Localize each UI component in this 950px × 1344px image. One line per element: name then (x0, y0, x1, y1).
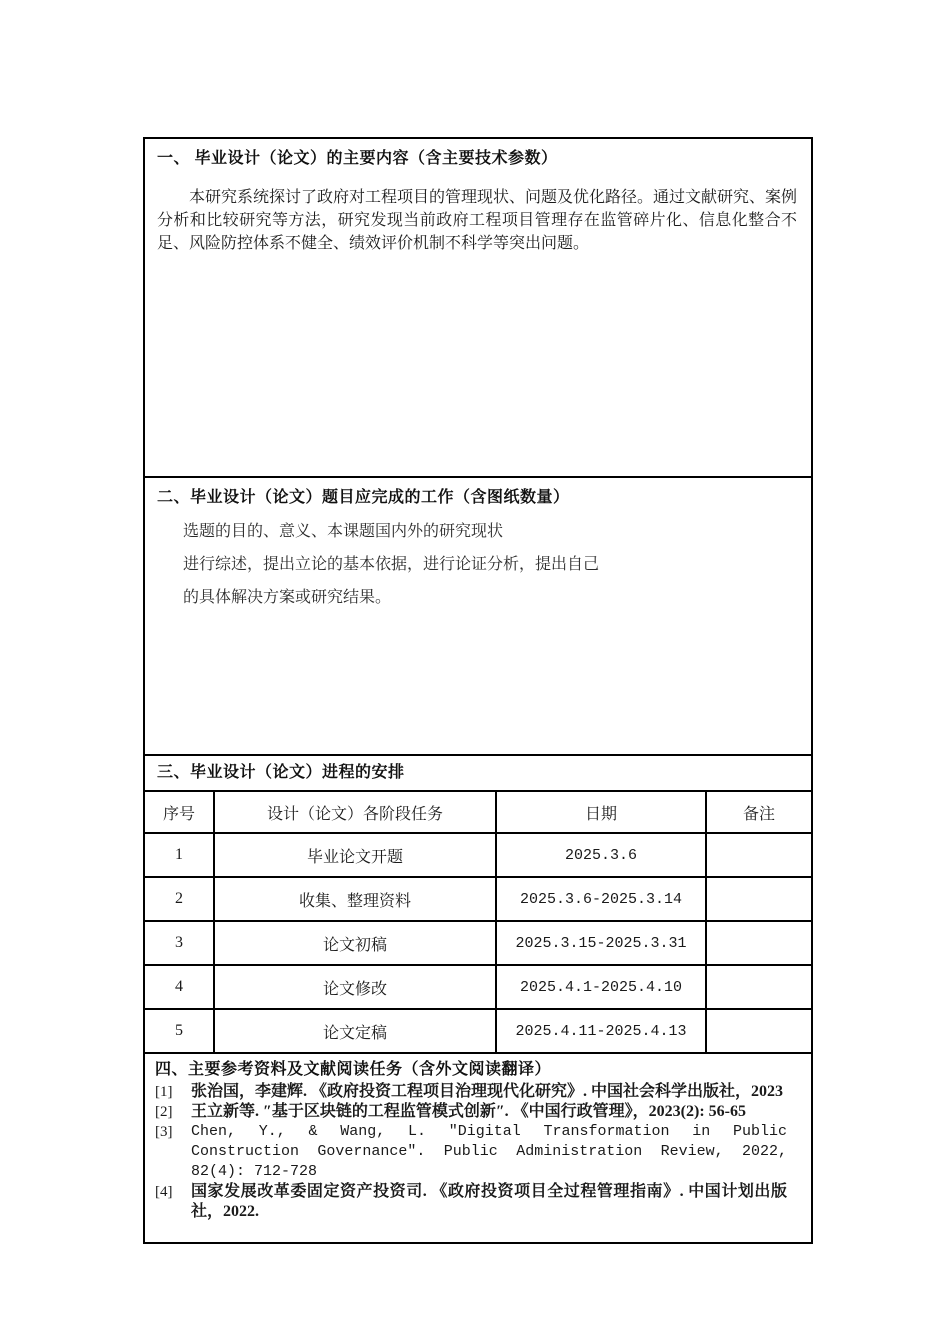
references-list (145, 1080, 811, 1222)
schedule-cell: 2025.4.11-2025.4.13 (496, 1009, 706, 1053)
schedule-table-body (144, 833, 812, 1053)
schedule-header-task: 设计（论文）各阶段任务 (214, 791, 496, 833)
schedule-cell: 3 (144, 921, 214, 965)
section1-body: 本研究系统探讨了政府对工程项目的管理现状、问题及优化路径。通过文献研究、案例分析和比较研究等方法，研究发现当前政府工程项目管理存在监管碎片化、信息化整合不足、风险防控体系不健全、绩效评价机制不科学等突出问题。 (157, 189, 798, 252)
thesis-assignment-form (143, 137, 813, 1244)
section-main-content (143, 137, 813, 478)
reference-item (155, 1102, 787, 1122)
reference-text: Chen, Y., & Wang, L. ″Digital Transformation in Public Construction Governance″. Public Administration Review, 2022, 82(4): 712-728 (191, 1123, 787, 1180)
schedule-cell: 5 (144, 1009, 214, 1053)
schedule-cell: 2025.3.15-2025.3.31 (496, 921, 706, 965)
schedule-cell (706, 921, 812, 965)
schedule-header-date: 日期 (496, 791, 706, 833)
schedule-cell: 论文修改 (214, 965, 496, 1009)
section2-lines (145, 515, 811, 614)
schedule-header-seq: 序号 (144, 791, 214, 833)
reference-marker: [1] (155, 1084, 173, 1100)
schedule-row (144, 965, 812, 1009)
section1-title: 一、 毕业设计（论文）的主要内容（含主要技术参数） (157, 150, 558, 167)
schedule-table-head (144, 791, 812, 833)
section2-line: 选题的目的、意义、本课题国内外的研究现状 (183, 523, 504, 540)
reference-marker: [3] (155, 1124, 173, 1140)
reference-marker: [2] (155, 1104, 173, 1120)
schedule-cell: 2 (144, 877, 214, 921)
schedule-header-row (144, 791, 812, 833)
schedule-cell (706, 1009, 812, 1053)
section2-title: 二、毕业设计（论文）题目应完成的工作（含图纸数量） (157, 489, 570, 506)
schedule-cell: 毕业论文开题 (214, 833, 496, 877)
section3-title: 三、毕业设计（论文）进程的安排 (157, 764, 405, 781)
schedule-cell (706, 877, 812, 921)
schedule-cell: 4 (144, 965, 214, 1009)
schedule-cell (706, 965, 812, 1009)
section-work-required (143, 476, 813, 756)
schedule-cell: 1 (144, 833, 214, 877)
schedule-cell: 收集、整理资料 (214, 877, 496, 921)
schedule-header-note: 备注 (706, 791, 812, 833)
reference-marker: [4] (155, 1184, 173, 1200)
reference-text: 张治国，李建辉. 《政府投资工程项目治理现代化研究》. 中国社会科学出版社，2023 (191, 1083, 784, 1100)
schedule-cell: 论文初稿 (214, 921, 496, 965)
schedule-cell: 2025.4.1-2025.4.10 (496, 965, 706, 1009)
section-schedule-header (143, 754, 813, 792)
schedule-table (143, 790, 813, 1054)
reference-text: 王立新等. ″基于区块链的工程监管模式创新″. 《中国行政管理》，2023(2): 56-65 (191, 1103, 746, 1120)
section2-line: 进行综述，提出立论的基本依据，进行论证分析，提出自己 (183, 556, 600, 573)
schedule-cell: 2025.3.6-2025.3.14 (496, 877, 706, 921)
reference-text: 国家发展改革委固定资产投资司. 《政府投资项目全过程管理指南》. 中国计划出版社，2022. (191, 1183, 787, 1220)
section2-line: 的具体解决方案或研究结果。 (183, 589, 392, 606)
schedule-cell: 2025.3.6 (496, 833, 706, 877)
schedule-row (144, 877, 812, 921)
schedule-row (144, 833, 812, 877)
reference-item (155, 1082, 787, 1102)
reference-item (155, 1122, 787, 1182)
section-references (143, 1052, 813, 1244)
schedule-row (144, 1009, 812, 1053)
reference-item (155, 1182, 787, 1222)
schedule-cell: 论文定稿 (214, 1009, 496, 1053)
schedule-row (144, 921, 812, 965)
schedule-cell (706, 833, 812, 877)
section4-title: 四、主要参考资料及文献阅读任务（含外文阅读翻译） (155, 1061, 552, 1078)
